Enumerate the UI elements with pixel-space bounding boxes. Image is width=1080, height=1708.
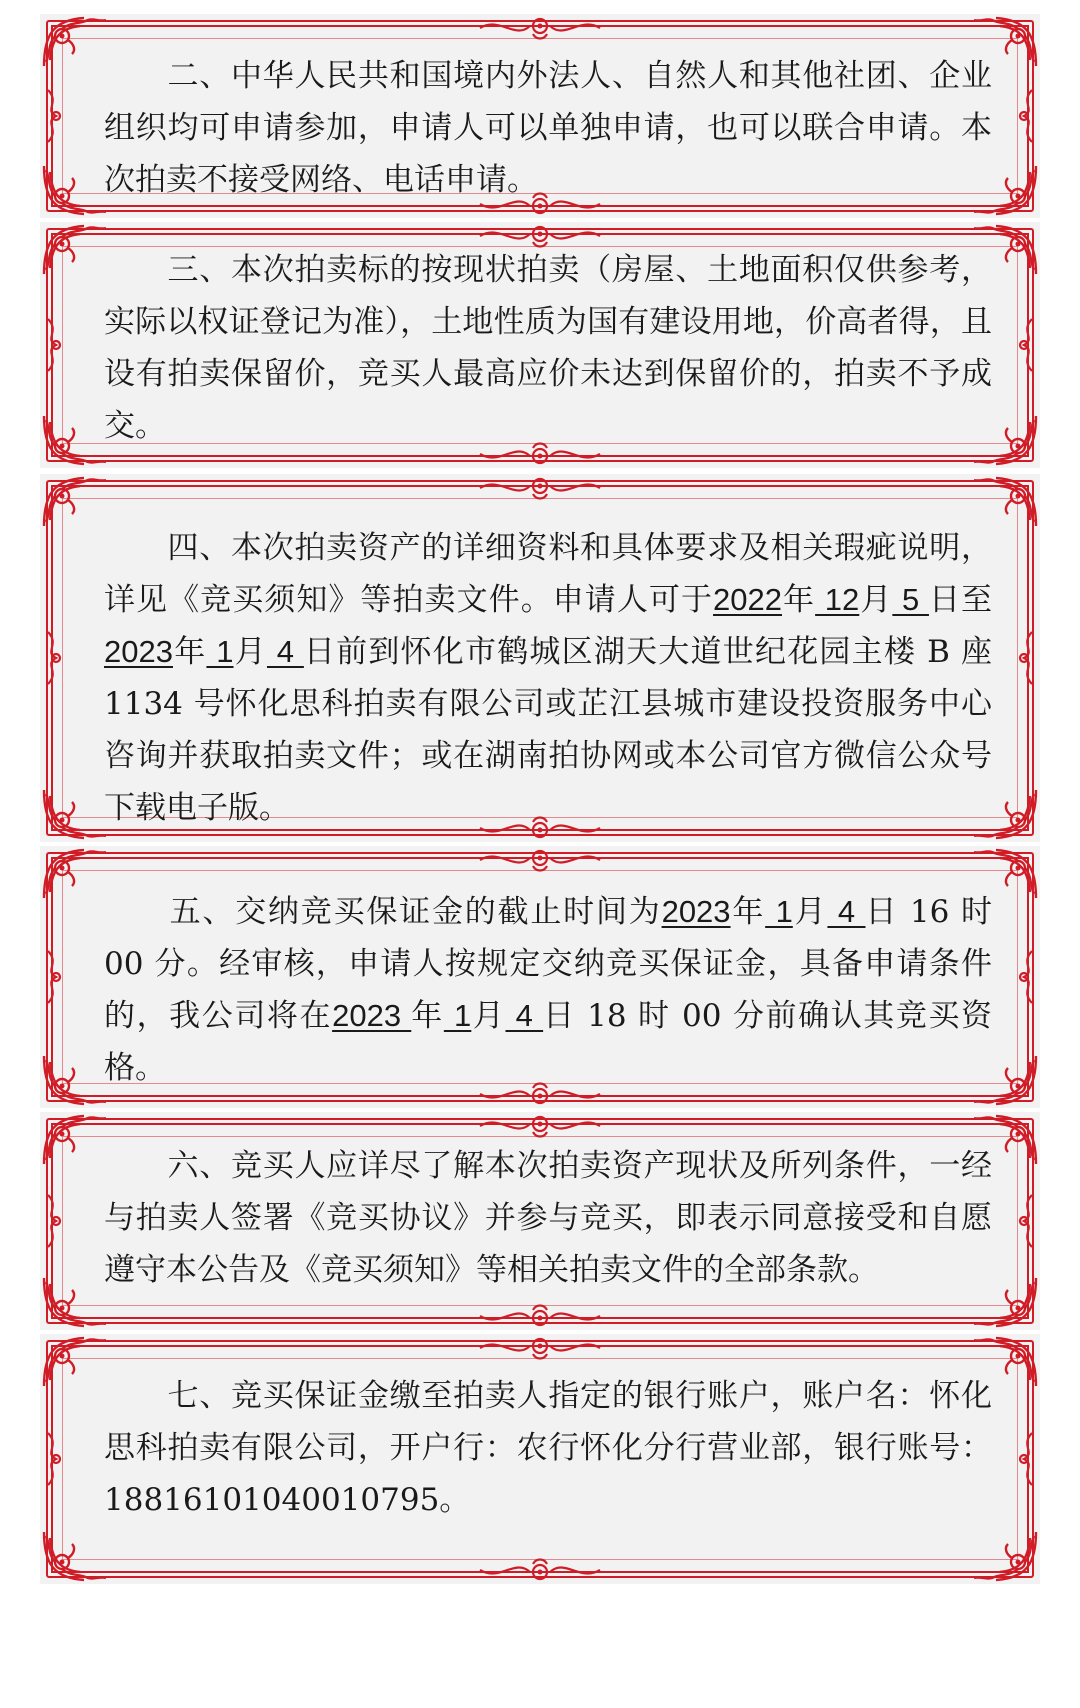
ornamental-scroll-icon (1014, 947, 1038, 1007)
filled-blank: 2023 (104, 634, 173, 669)
ornamental-scroll-icon (1014, 1429, 1038, 1489)
ornamental-corner-icon (40, 1052, 110, 1108)
clause-6-text (104, 1140, 992, 1296)
text-run: 年 (730, 894, 766, 930)
text-run: 日前到怀化市鹤城区湖天大道世纪花园主楼 B 座 1134 号怀化思科拍卖有限公司或芷江县城市建设投资服务中心咨询并获取拍卖文件；或在湖南拍协网或本公司官方微信公众号下载电子版。 (104, 634, 993, 826)
clause-panel-7 (40, 1334, 1040, 1584)
clause-panel-4 (40, 474, 1040, 842)
ornamental-scroll-icon (470, 14, 610, 42)
ornamental-scroll-icon (470, 1556, 610, 1584)
clause-panel-6 (40, 1112, 1040, 1330)
ornamental-corner-icon (40, 474, 110, 530)
text-run: 月 (859, 582, 893, 618)
clause-4-text (104, 522, 992, 834)
filled-blank: 4 (827, 894, 866, 929)
ornamental-scroll-icon (470, 846, 610, 874)
ornamental-corner-icon (40, 846, 110, 902)
filled-blank: 4 (505, 998, 544, 1033)
ornamental-corner-icon (40, 1334, 110, 1390)
ornamental-scroll-icon (1014, 315, 1038, 375)
text-run: 年 (411, 998, 444, 1034)
text-run: 二、中华人民共和国境内外法人、自然人和其他社团、企业组织均可申请参加，申请人可以单独申请，也可以联合申请。本次拍卖不接受网络、电话申请。 (104, 58, 992, 198)
ornamental-scroll-icon (42, 1429, 66, 1489)
text-run: 日 16 时 00 分。经审核，申请人按规定交纳竞买保证金，具备申请条件的，我公司将在 (104, 894, 993, 1034)
clause-7-text (104, 1370, 992, 1526)
ornamental-scroll-icon (1014, 86, 1038, 146)
ornamental-corner-icon (40, 162, 110, 218)
ornamental-scroll-icon (42, 1191, 66, 1251)
text-run: 年 (782, 582, 816, 618)
filled-blank: 2023 (332, 998, 412, 1033)
clause-panel-3 (40, 222, 1040, 468)
text-run: 七、竞买保证金缴至拍卖人指定的银行账户，账户名：怀化思科拍卖有限公司，开户行：农行怀化分行营业部，银行账号：18816101040010795。 (104, 1378, 992, 1518)
ornamental-scroll-icon (42, 315, 66, 375)
text-run: 四、本次拍卖资产的详细资料和具体要求及相关瑕疵说明，详见《竞买须知》等拍卖文件。申请人可于 (104, 530, 992, 618)
text-run: 月 (792, 894, 828, 930)
ornamental-corner-icon (40, 14, 110, 70)
text-run: 三、本次拍卖标的按现状拍卖（房屋、土地面积仅供参考，实际以权证登记为准），土地性质为国有建设用地，价高者得，且设有拍卖保留价，竞买人最高应价未达到保留价的，拍卖不予成交。 (104, 252, 992, 444)
text-run: 日至 (928, 582, 993, 618)
clause-5-text (104, 886, 992, 1094)
filled-blank: 5 (892, 582, 929, 617)
clause-3-text (104, 244, 992, 452)
ornamental-corner-icon (40, 1528, 110, 1584)
ornamental-scroll-icon (470, 474, 610, 502)
ornamental-corner-icon (40, 1112, 110, 1168)
filled-blank: 2023 (661, 894, 731, 929)
filled-blank: 1 (206, 634, 234, 669)
filled-blank: 12 (815, 582, 860, 617)
ornamental-corner-icon (970, 1528, 1040, 1584)
ornamental-scroll-icon (42, 947, 66, 1007)
ornamental-corner-icon (40, 786, 110, 842)
clause-panel-2 (40, 14, 1040, 218)
ornamental-corner-icon (40, 1274, 110, 1330)
ornamental-corner-icon (40, 222, 110, 278)
clause-2-text (104, 50, 992, 206)
filled-blank: 2022 (713, 582, 782, 617)
ornamental-scroll-icon (470, 1334, 610, 1362)
ornamental-scroll-icon (42, 628, 66, 688)
text-run: 月 (233, 634, 267, 670)
ornamental-scroll-icon (470, 1112, 610, 1140)
ornamental-corner-icon (40, 412, 110, 468)
ornamental-scroll-icon (1014, 628, 1038, 688)
text-run: 日 18 时 00 分前确认其竞买资格。 (104, 998, 993, 1086)
ornamental-scroll-icon (42, 86, 66, 146)
filled-blank: 1 (765, 894, 793, 929)
text-run: 六、竞买人应详尽了解本次拍卖资产现状及所列条件，一经与拍卖人签署《竞买协议》并参与竞买，即表示同意接受和自愿遵守本公告及《竞买须知》等相关拍卖文件的全部条款。 (104, 1148, 992, 1288)
text-run: 月 (471, 998, 506, 1034)
ornamental-scroll-icon (1014, 1191, 1038, 1251)
filled-blank: 4 (266, 634, 304, 669)
clause-panel-5 (40, 846, 1040, 1108)
text-run: 年 (172, 634, 207, 670)
filled-blank: 1 (443, 998, 472, 1033)
ornamental-scroll-icon (470, 1302, 610, 1330)
text-run: 五、交纳竞买保证金的截止时间为 (104, 894, 662, 930)
